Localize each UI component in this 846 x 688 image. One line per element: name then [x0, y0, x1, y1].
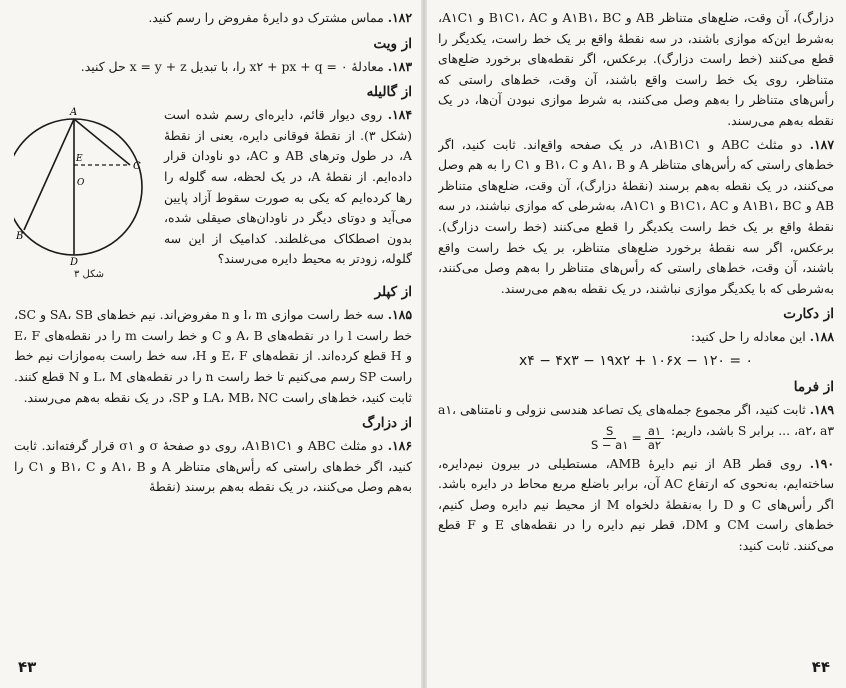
page-number: ۴۳ [18, 658, 37, 677]
label-B: B [16, 231, 24, 243]
label-O: O [77, 178, 85, 189]
problem-text-cont: حل کنید. [80, 58, 126, 74]
problem-number: ۱۸۷. [809, 136, 834, 152]
label-E: E [76, 154, 83, 165]
circle-diagram [14, 105, 154, 265]
problem-182 [14, 8, 412, 29]
fraction-equation [588, 425, 667, 452]
fraction-right [645, 425, 664, 452]
problem-185 [14, 305, 412, 408]
problem-text: روی قطر AB از نیم دایرهٔ AMB، مستطیلی در بیرون نیم‌دایره، ساخته‌ایم، به‌نحوی که ارتفاع AC آن، برابر باضلع مربع محاط در دایره باشد. اگر رأس‌های C و D را به‌نقطهٔ دلخواه M از محیط نیم دایره وصل کنیم، خط‌های راست CM و DM، قطر نیم دایره را در نقطه‌های E و F قطع می‌کنند. ثابت کنید: [438, 455, 834, 553]
section-heading-fermat: از فرما [793, 378, 834, 395]
denominator: S − a۱ [590, 437, 629, 452]
fraction-left [591, 425, 628, 452]
problem-number: ۱۸۳. [387, 58, 412, 74]
numerator: S [603, 425, 616, 439]
section-heading-viete: از ویت [373, 35, 412, 52]
left-page [14, 8, 412, 684]
problem-number: ۱۸۸. [809, 329, 834, 345]
problem-text: این معادله را حل کنید: [690, 329, 806, 345]
problem-number: ۱۸۶. [387, 438, 412, 454]
problem-number: ۱۸۵. [387, 307, 412, 323]
book-gutter [421, 0, 427, 688]
problem-number: ۱۸۲. [387, 10, 412, 25]
section-heading-galileo: از گالیله [366, 84, 412, 101]
problem-number: ۱۸۹. [809, 401, 834, 417]
problem-number: ۱۹۰. [809, 455, 834, 471]
problem-text: سه خط راست موازی l، m و n مفروض‌اند. نیم خط‌های SA، SB و SC، خط راست l را در نقطه‌های A، B و C و خط راست m را در نقطه‌های E، F و H قطع کرده‌اند. از نقطه‌های E، F و H، سه خط راست به‌موازات نیم خط راست SP رسم می‌کنیم تا خط راست n را در نقطه‌های L، M و N قطع کنند. ثابت کنید، خط‌های راست LA، MB، NC و SP، در یک نقطه به‌هم می‌رسند. [14, 307, 412, 405]
chord-AB [24, 119, 74, 230]
label-C: C [133, 161, 141, 173]
label-A: A [70, 107, 78, 119]
section-heading-descartes: از دکارت [783, 306, 834, 323]
problem-text: دو مثلث ABC و A۱B۱C۱، در یک صفحه واقع‌اند. ثابت کنید، اگر خط‌های راستی که رأس‌های متناظر A و A۱، B و B۱، C و C۱ را به هم وصل می‌کنند، در یک نقطه به‌هم برسند (نقطهٔ دزارگ)، آن وقت، ضلع‌های متناظر AB و A۱B۱، BC و B۱C۱، AC و A۱C۱، به‌شرطی که موازی نباشند، در سه نقطهٔ واقع بر یک خط راست یکدیگر را قطع می‌کنند (خط راست دزارگ). برعکس، اگر سه نقطهٔ برخورد ضلع‌های متناظر، بر یک خط راست واقع باشند، آن وقت، خط‌های راستی که رأس‌های متناظر را به‌هم وصل می‌کنند، به‌شرطی که با یکدیگر موازی نباشند، در یک نقطه به‌هم می‌رسند. [438, 136, 834, 296]
problem-188 [438, 327, 834, 348]
label-D: D [70, 257, 79, 266]
equation-188: x۴ − ۴x۳ − ۱۹x۲ + ۱۰۶x − ۱۲۰ = ۰ [518, 352, 754, 369]
numerator: a۱ [645, 425, 664, 439]
figure-caption: شکل ۳ [74, 269, 105, 281]
problem-183 [14, 57, 412, 78]
problem-text: دو مثلث ABC و A۱B۱C۱، روی دو صفحهٔ σ و σ۱ قرار گرفته‌اند. ثابت کنید، اگر خط‌های راستی که رأس‌های متناظر A و A۱، B و B۱، C و C۱ را به‌هم وصل می‌کنند، در یک نقطه به‌هم برسند (نقطهٔ [14, 438, 412, 495]
problem-text: مماس مشترک دو دایرهٔ مفروض را رسم کنید. [148, 10, 384, 25]
problem-text: معادلهٔ ۰ = x۲ + px + q را، با تبدیل x = y + z [129, 58, 384, 74]
figure-3 [14, 105, 154, 281]
section-heading-kepler: از کپلر [374, 284, 412, 301]
equals-sign: = [631, 429, 642, 445]
problem-189 [438, 400, 834, 452]
problem-186-continued: دزارگ)، آن وقت، ضلع‌های متناظر AB و A۱B۱، BC و B۱C۱، AC و A۱C۱، به‌شرط این‌که موازی باشند، در سه نقطهٔ واقع بر یک خط راست، یکدیگر را قطع می‌کنند (خط راست دزارگ). برعکس، اگر نقطه‌های برخورد ضلع‌های متناظر، روی یک خط راست واقع باشند، آن وقت، خط‌های راستی که رأس‌های متناظر را به‌هم وصل می‌کنند، به شرط موازی نبودن آن‌ها، در یک نقطه به‌هم می‌رسند. [438, 10, 834, 128]
section-heading-desargues: از دزارگ [362, 415, 412, 432]
problem-187 [438, 135, 834, 300]
problem-text: روی دیوار قائم، دایره‌ای رسم شده است (شکل ۳). از نقطهٔ فوقانی دایره، یعنی از نقطهٔ A، در طول وترهای AB و AC، دو ناودان قرار داده‌ایم. از نقطهٔ A، در یک لحظه، سه گلوله را رها کرده‌ایم که یکی به صورت سقوط آزاد پایین می‌آید و دوتای دیگر در ناودان‌های صیقلی شده، بدون اصطکاک می‌غلطند. کدامیک از این سه گلوله، زودتر به محیط دایره می‌رسند؟ [164, 107, 412, 267]
right-page [438, 8, 834, 684]
problem-190 [438, 454, 834, 557]
page-number: ۴۴ [811, 658, 830, 677]
problem-186 [14, 436, 412, 498]
problem-text: ثابت کنید، اگر مجموع جمله‌های یک تصاعد هندسی نزولی و نامتناهی a۱، a۲، a۳، ... برابر S باشد، داریم: [438, 401, 834, 438]
problem-number: ۱۸۴. [387, 107, 412, 123]
denominator: a۲ [647, 437, 662, 452]
